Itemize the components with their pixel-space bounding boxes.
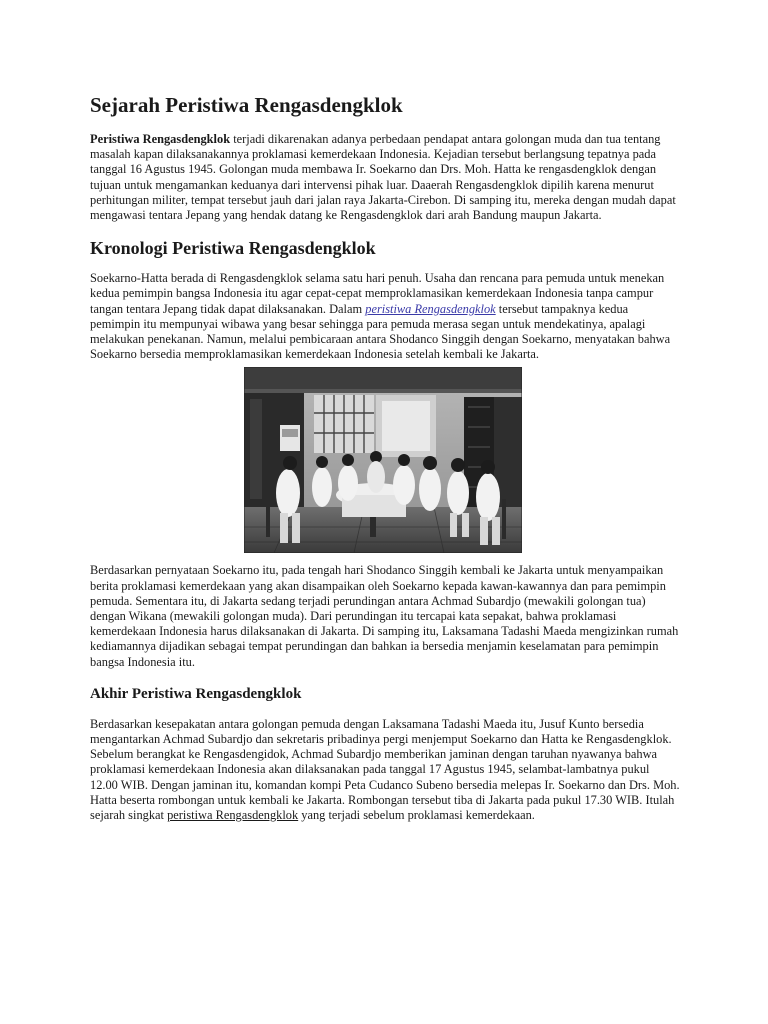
kronologi-paragraph-2: Berdasarkan pernyataan Soekarno itu, pada tengah hari Shodanco Singgih kembali ke Jakarta untuk menyampaikan berita proklamasi kemerdekaan yang akan disampaikan oleh Soekarno kepada kawan-kawannya dan para pemimpin pemuda. Sementara itu, di Jakarta sedang terjadi perundingan antara Achmad Subardjo (mewakili golongan tua) dengan Wikana (mewakili golongan muda). Dari perundingan itu tercapai kata sepakat, bahwa proklamasi kemerdekaan Indonesia harus dilaksanakan di Jakarta. Di samping itu, Laksamana Tadashi Maeda mengizinkan rumah kediamannya dijadikan sebagai tempat perundingan dan bahkan ia bersedia menjamin keselamatan para pemimpin bangsa Indonesia itu. <box>90 563 679 669</box>
section-heading-akhir: Akhir Peristiwa Rengasdengklok <box>90 685 302 702</box>
intro-paragraph <box>90 132 680 223</box>
section-heading-kronologi: Kronologi Peristiwa Rengasdengklok <box>90 238 376 259</box>
page-title: Sejarah Peristiwa Rengasdengklok <box>90 93 403 117</box>
akhir-text-after-link: yang terjadi sebelum proklamasi kemerdekaan. <box>298 808 535 823</box>
kronologi-text-before-link: Soekarno-Hatta berada di Rengasdengklok selama satu hari penuh. Usaha dan rencana para pemuda untuk menekan kedua pemimpin bangsa Indonesia itu agar cepat-cepat memproklamasikan kemerdekaan Indonesia tanpa campur tangan tentara Jepang tidak dapat dilaksanakan. Dalam <box>90 271 665 316</box>
kronologi-paragraph-1 <box>90 271 680 362</box>
akhir-text-before-link: Berdasarkan kesepakatan antara golongan pemuda dengan Laksamana Tadashi Maeda itu, Jusuf Kunto bersedia mengantarkan Achmad Subardjo dan sekretaris pribadinya pergi menjemput Soekarno dan Hatta ke Rengasdengklok. Sebelum berangkat ke Rengasdengidok, Achmad Subardjo memberikan jaminan dengan taruhan nyawanya bahwa proklamasi kemerdekaan Indonesia akan dilaksanakan pada tanggal 17 Agustus 1945, selambat-lambatnya pukul 12.00 WIB. Dengan jaminan itu, komandan kompi Peta Cudanco Subeno bersedia melepas Ir. Soekarno dan Drs. Moh. Hatta beserta rombongan untuk kembali ke Jakarta. Rombongan tersebut tiba di Jakarta pada pukul 17.30 WIB. Itulah sejarah singkat <box>90 716 680 823</box>
intro-bold-lead: Peristiwa Rengasdengklok <box>90 132 231 146</box>
intro-text: terjadi dikarenakan adanya perbedaan pendapat antara golongan muda dan tua tentang masalah kapan dilaksanakannya proklamasi kemerdekaan Indonesia. Kejadian tersebut berlangsung tepatnya pada tanggal 16 Agustus 1945. Golongan muda membawa Ir. Soekarno dan Drs. Moh. Hatta ke rengasdengklok dengan tujuan untuk mengamankan keduanya dari intervensi pihak luar. Daaerah Rengasdengklok dipilih karena menurut perhitungan militer, tempat tersebut jauh dari jalan raya Jakarta-Cirebon. Di samping itu, mereka dengan mudah dapat mengawasi tentara Jepang yang hendak datang ke Rengasdengklok dari arah Bandung maupun Jakarta. <box>90 132 676 223</box>
kronologi-text-after-link: tersebut tampaknya kedua pemimpin itu mempunyai wibawa yang besar sehingga para pemuda merasa segan untuk mendekatinya, apalagi melakukan penekanan. Namun, melalui pembicaraan antara Shodanco Singgih dengan Soekarno, menyatakan bahwa Soekarno bersedia memproklamasikan kemerdekaan Indonesia setelah kembali ke Jakarta. <box>90 301 671 362</box>
peristiwa-rengasdengklok-link[interactable]: peristiwa Rengasdengklok <box>365 301 496 316</box>
peristiwa-rengasdengklok-link-2[interactable]: peristiwa Rengasdengklok <box>167 808 299 823</box>
document-page <box>90 92 680 823</box>
historical-photo <box>244 367 522 553</box>
akhir-paragraph <box>90 717 680 823</box>
